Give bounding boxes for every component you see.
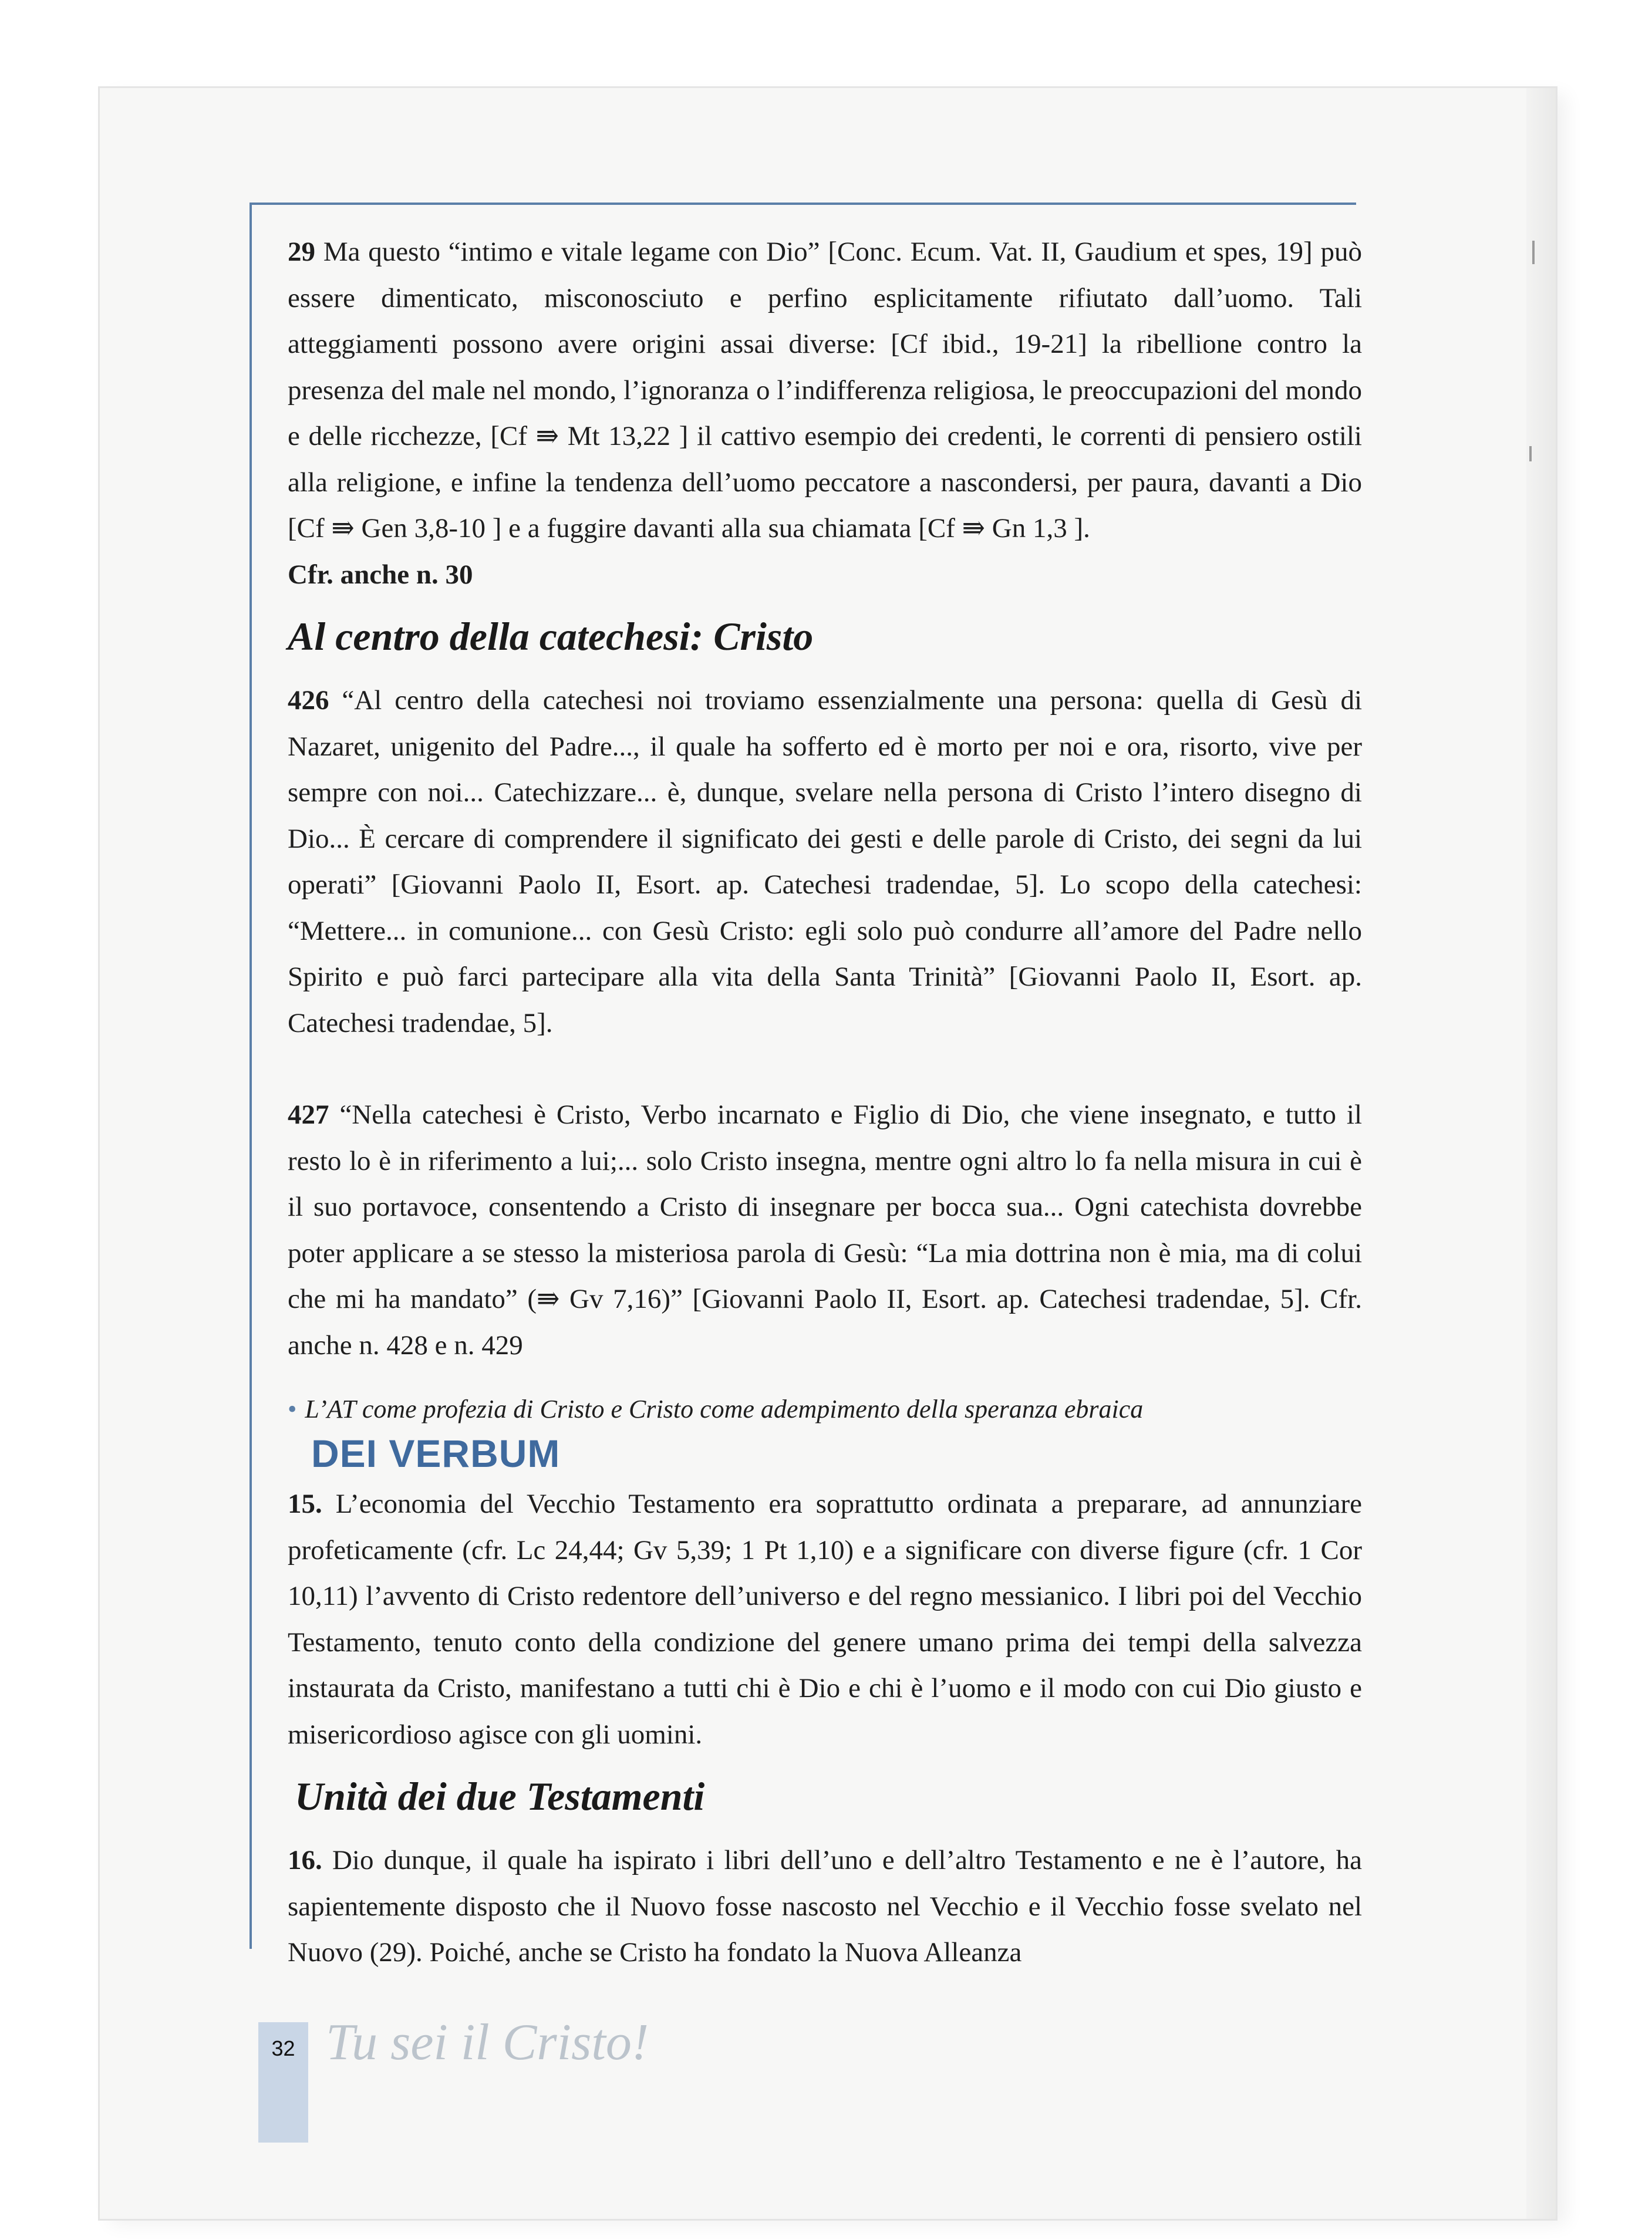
paragraph-15 [288, 1481, 1362, 1757]
paragraph-number: 29 [288, 237, 315, 267]
bullet-icon: • [288, 1395, 297, 1423]
paragraph-number: 15. [288, 1489, 322, 1519]
paragraph-text: Ma questo “intimo e vitale legame con Dio” [Conc. Ecum. Vat. II, Gaudium et spes, 19] può essere dimenticato, misconosciuto e perfino esplicitamente rifiutato dall’uomo. Tali atteggiamenti possono avere origini assai diverse: [Cf ibid., 19-21] la ribellione contro la presenza del male nel mondo, l’ignoranza o l’indifferenza religiosa, le preoccupazioni del mondo e delle ricchezze, [Cf ⇛ Mt 13,22 ] il cattivo esempio dei credenti, le correnti di pensiero ostili alla religione, e infine la tendenza dell’uomo peccatore a nascondersi, per paura, davanti a Dio [Cf ⇛ Gen 3,8-10 ] e a fuggire davanti alla sua chiamata [Cf ⇛ Gn 1,3 ]. [288, 237, 1362, 544]
section-heading: Unità dei due Testamenti [295, 1774, 705, 1819]
paragraph-text: L’economia del Vecchio Testamento era soprattutto ordinata a preparare, ad annunziare profeticamente (cfr. Lc 24,44; Gv 5,39; 1 Pt 1,10) e a significare con diverse figure (cfr. 1 Cor 10,11) l’avvento di Cristo redentore dell’universo e del regno messianico. I libri poi del Vecchio Testamento, tenuto conto della condizione del genere umano prima dei tempi della salvezza instaurata da Cristo, manifestano a tutti chi è Dio e chi è l’uomo e il modo con cui Dio giusto e misericordioso agisce con gli uomini. [288, 1489, 1363, 1750]
page-number: 32 [271, 2036, 295, 2060]
frame-top-rule [250, 203, 1356, 205]
spacer [288, 1368, 1362, 1392]
cross-reference: Cfr. anche n. 30 [288, 559, 473, 590]
section-heading: Al centro della catechesi: Cristo [288, 614, 814, 659]
binding-mark [1529, 446, 1532, 461]
subtitle-text: L’AT come profezia di Cristo e Cristo come adempimento della speranza ebraica [305, 1395, 1144, 1423]
binding-mark [1532, 241, 1535, 264]
page-edge [1526, 88, 1556, 2219]
paragraph-number: 427 [288, 1099, 329, 1130]
spacer [288, 1046, 1362, 1092]
page-body [288, 229, 1362, 1976]
paragraph-text: “Nella catechesi è Cristo, Verbo incarnato e Figlio di Dio, che viene insegnato, e tutto il resto lo è in riferimento a lui;... solo Cristo insegna, mentre ogni altro lo fa nella misura in cui è il suo portavoce, consentendo a Cristo di insegnare per bocca sua... Ogni catechista dovrebbe poter applicare a se stesso la misteriosa parola di Gesù: “La mia dottrina non è mia, ma di colui che mi ha mandato” (⇛ Gv 7,16)” [Giovanni Paolo II, Esort. ap. Catechesi tradendae, 5]. Cfr. anche n. 428 e n. 429 [288, 1099, 1362, 1361]
paragraph-427 [288, 1092, 1362, 1368]
paragraph-number: 426 [288, 685, 329, 716]
running-footer-title: Tu sei il Cristo! [326, 2014, 649, 2071]
paragraph-29 [288, 229, 1362, 552]
paragraph-426 [288, 677, 1362, 1046]
subsection-subtitle [288, 1392, 1362, 1427]
paragraph-number: 16. [288, 1845, 322, 1875]
source-label: DEI VERBUM [311, 1432, 561, 1475]
frame-left-rule [250, 203, 252, 1949]
paragraph-text: “Al centro della catechesi noi troviamo essenzialmente una persona: quella di Gesù di Nazaret, unigenito del Padre..., il quale ha sofferto ed è morto per noi e ora, risorto, vive per sempre con noi... Catechizzare... è, dunque, svelare nella persona di Cristo l’intero disegno di Dio... È cercare di comprendere il significato dei gesti e delle parole di Cristo, dei segni da lui operati” [Giovanni Paolo II, Esort. ap. Catechesi tradendae, 5]. Lo scopo della catechesi: “Mettere... in comunione... con Gesù Cristo: egli solo può condurre all’amore del Padre nello Spirito e può farci partecipare alla vita della Santa Trinità” [Giovanni Paolo II, Esort. ap. Catechesi tradendae, 5]. [288, 685, 1363, 1038]
paragraph-text: Dio dunque, il quale ha ispirato i libri dell’uno e dell’altro Testamento e ne è l’autore, ha sapientemente disposto che il Nuovo fosse nascosto nel Vecchio e il Vecchio fosse svelato nel Nuovo (29). Poiché, anche se Cristo ha fondato la Nuova Alleanza [288, 1845, 1363, 1968]
paragraph-16 [288, 1837, 1362, 1976]
